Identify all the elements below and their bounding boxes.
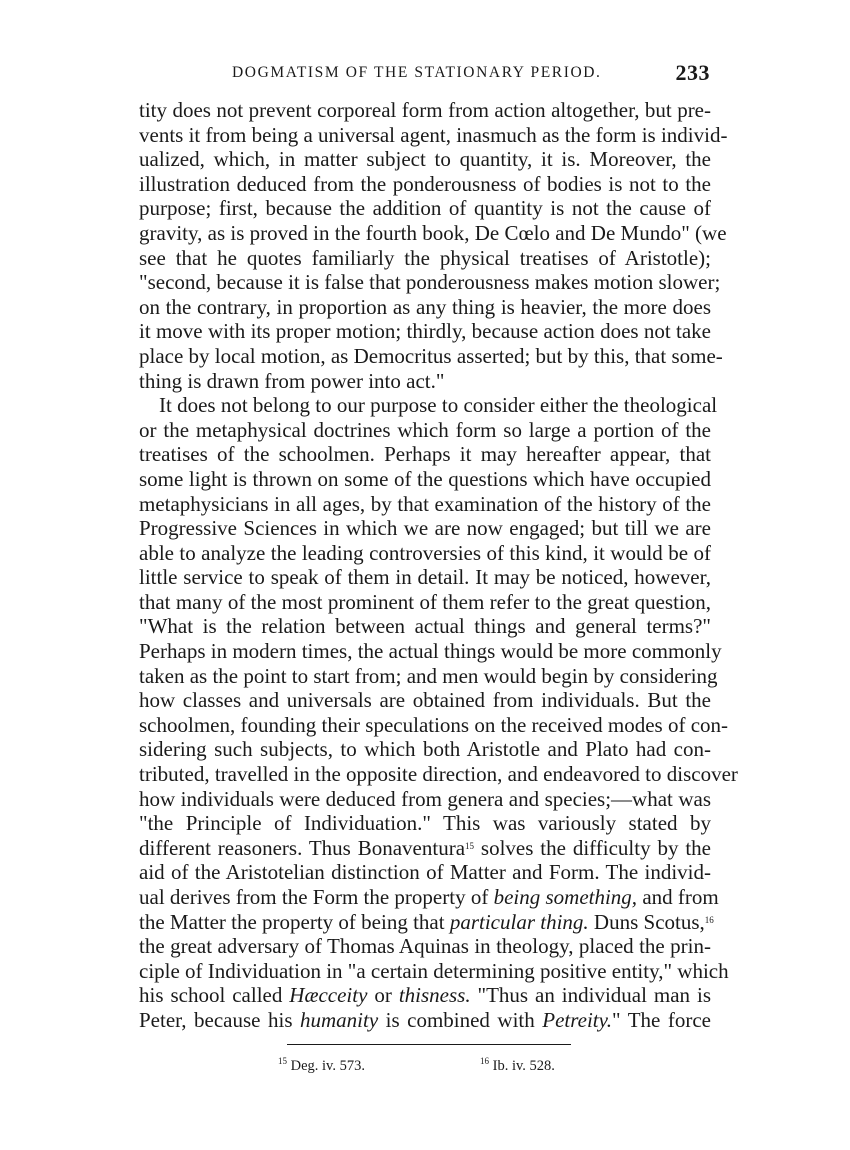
text-line: vents it from being a universal agent, inasmuch as the form is individ-	[139, 122, 728, 147]
text-line: tributed, travelled in the opposite direction, and endeavored to discover	[139, 762, 738, 787]
text-line: gravity, as is proved in the fourth book, De Cœlo and De Mundo" (we	[139, 220, 727, 245]
footnote-ref-16: 16	[704, 914, 714, 925]
text-line: schoolmen, founding their speculations on the received modes of con-	[139, 712, 729, 737]
italic-text: thisness.	[398, 983, 471, 1008]
text-line: "second, because it is false that ponderousness makes motion slower;	[139, 270, 721, 295]
text-run: is combined with	[378, 1007, 543, 1032]
running-title: DOGMATISM OF THE STATIONARY PERIOD.	[232, 64, 602, 81]
italic-text: Petreity.	[542, 1007, 613, 1032]
text-line	[139, 836, 711, 861]
text-line: taken as the point to start from; and men would begin by considering	[139, 663, 718, 688]
footnote-divider	[287, 1044, 571, 1045]
text-line: some light is thrown on some of the questions which have occupied	[139, 466, 711, 491]
text-run: ual derives from the Form the property of	[139, 885, 494, 909]
text-line: treatises of the schoolmen. Perhaps it may hereafter appear, that	[139, 442, 711, 467]
text-line: thing is drawn from power into act."	[139, 368, 445, 393]
text-line: purpose; first, because the addition of quantity is not the cause of	[139, 196, 711, 221]
text-line: It does not belong to our purpose to consider either the theological	[159, 393, 718, 418]
text-line: illustration deduced from the ponderousness of bodies is not to the	[139, 171, 711, 196]
text-run: " The force	[612, 1007, 711, 1032]
text-line: that many of the most prominent of them refer to the great question,	[139, 589, 711, 614]
footnote-number: 16	[480, 1056, 489, 1066]
text-line: on the contrary, in proportion as any thing is heavier, the more does	[139, 294, 711, 319]
text-line: or the metaphysical doctrines which form so large a portion of the	[139, 417, 711, 442]
text-run: different reasoners. Thus Bonaventura	[139, 835, 466, 860]
footnote-text: Deg. iv. 573.	[287, 1058, 365, 1074]
body-text	[139, 98, 738, 1033]
text-run: his school called	[139, 983, 290, 1008]
text-line: how individuals were deduced from genera and species;—what was	[139, 786, 711, 811]
text-run: Duns Scotus,	[588, 909, 705, 934]
text-line: how classes and universals are obtained from individuals. But the	[139, 688, 711, 713]
text-line: place by local motion, as Democritus asserted; but by this, that some-	[139, 343, 723, 368]
paragraph-1	[139, 98, 728, 393]
text-line: able to analyze the leading controversies of this kind, it would be of	[139, 540, 711, 565]
footnote-16	[480, 1058, 555, 1075]
italic-text: humanity	[299, 1007, 379, 1032]
text-run: and from	[637, 885, 719, 909]
text-line: it move with its proper motion; thirdly, because action does not take	[139, 319, 711, 344]
text-line: "the Principle of Individuation." This was variously stated by	[139, 811, 711, 836]
footnotes	[278, 1058, 608, 1080]
text-run: "Thus an individual man is	[470, 983, 712, 1008]
footnote-text: Ib. iv. 528.	[489, 1058, 555, 1074]
text-run: solves the difficulty by the	[474, 835, 711, 860]
text-line	[139, 909, 714, 935]
text-run: the Matter the property of being that	[139, 909, 450, 934]
text-line	[139, 885, 719, 910]
text-line: see that he quotes familiarly the physical treatises of Aristotle);	[139, 245, 711, 270]
italic-text: being something,	[493, 885, 638, 909]
text-line: little service to speak of them in detail. It may be noticed, however,	[139, 565, 711, 590]
text-run: or	[367, 983, 399, 1008]
text-line: sidering such subjects, to which both Aristotle and Plato had con-	[139, 737, 711, 762]
text-line: Perhaps in modern times, the actual things would be more commonly	[139, 639, 722, 664]
footnote-15	[278, 1058, 365, 1075]
italic-text: particular thing.	[449, 909, 589, 934]
text-line	[139, 983, 711, 1008]
text-line: ciple of Individuation in "a certain determining positive entity," which	[139, 958, 729, 983]
running-head	[140, 62, 710, 86]
paragraph-2	[139, 393, 738, 1032]
text-line	[139, 1008, 711, 1033]
text-line: Progressive Sciences in which we are now engaged; but till we are	[139, 516, 711, 541]
text-line: ualized, which, in matter subject to quantity, it is. Moreover, the	[139, 147, 711, 172]
text-run: Peter, because his	[139, 1007, 300, 1032]
text-line: aid of the Aristotelian distinction of Matter and Form. The individ-	[139, 860, 711, 885]
italic-text: Hæcceity	[289, 983, 368, 1008]
text-line: metaphysicians in all ages, by that examination of the history of the	[139, 491, 711, 516]
text-line: tity does not prevent corporeal form from action altogether, but pre-	[139, 98, 711, 122]
footnote-number: 15	[278, 1056, 287, 1066]
page-number: 233	[675, 60, 710, 85]
text-line: the great adversary of Thomas Aquinas in theology, placed the prin-	[139, 934, 711, 959]
text-line: "What is the relation between actual things and general terms?"	[139, 614, 711, 639]
footnote-ref-15: 15	[465, 840, 475, 851]
